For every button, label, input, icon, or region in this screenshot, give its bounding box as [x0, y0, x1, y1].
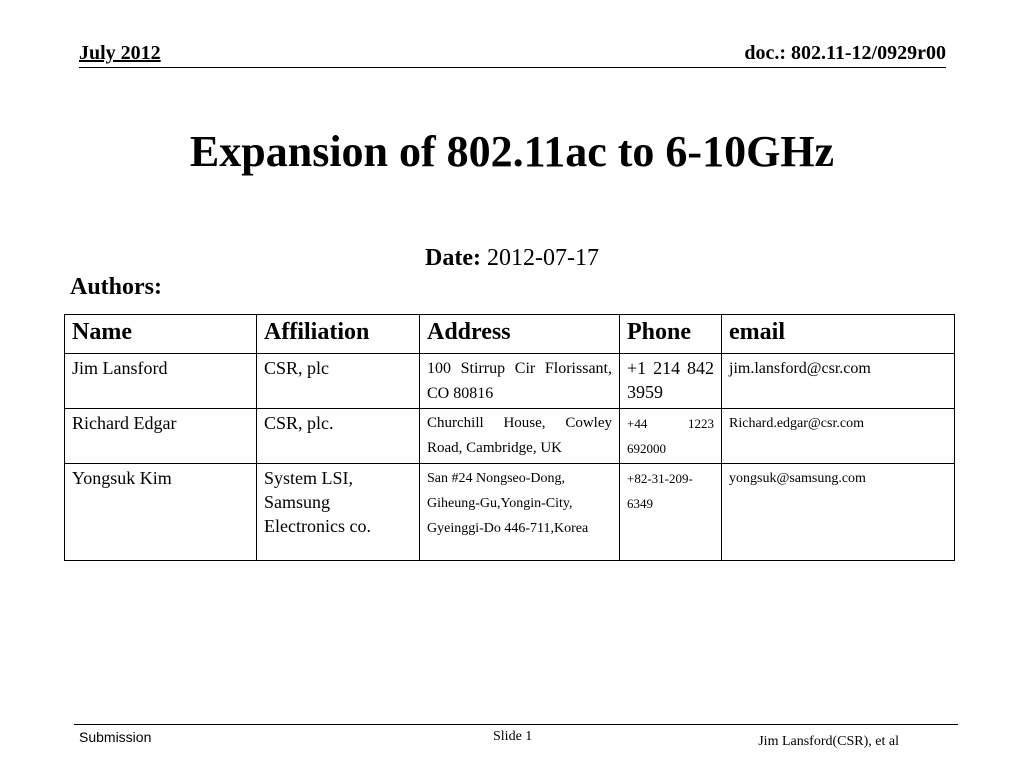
table-row [65, 409, 955, 464]
col-header-email: email [722, 315, 955, 354]
header-doc-id: doc.: 802.11-12/0929r00 [744, 42, 946, 64]
col-header-address: Address [420, 315, 620, 354]
date-line [0, 245, 1024, 272]
footer-author: Jim Lansford(CSR), et al [758, 734, 899, 749]
col-header-phone: Phone [620, 315, 722, 354]
footer-submission: Submission [79, 729, 152, 745]
slide-title: Expansion of 802.11ac to 6-10GHz [189, 127, 835, 176]
author-phone: +1 214 842 3959 [620, 354, 722, 409]
col-header-affiliation: Affiliation [257, 315, 420, 354]
table-row [65, 354, 955, 409]
col-header-name: Name [65, 315, 257, 354]
footer-divider [74, 724, 958, 725]
author-phone: +44 1223 692000 [620, 409, 722, 464]
footer-slide-number: Slide 1 [493, 729, 533, 744]
author-email: jim.lansford@csr.com [722, 354, 955, 409]
author-email: yongsuk@samsung.com [722, 464, 955, 561]
header-divider [79, 67, 946, 68]
author-address: San #24 Nongseo-Dong, Giheung-Gu,Yongin-City, Gyeinggi-Do 446-711,Korea [420, 464, 620, 561]
author-phone: +82-31-209-6349 [620, 464, 722, 561]
author-affiliation: CSR, plc. [257, 409, 420, 464]
authors-table [64, 314, 955, 561]
author-name: Richard Edgar [65, 409, 257, 464]
author-address: 100 Stirrup Cir Florissant, CO 80816 [420, 354, 620, 409]
authors-heading: Authors: [70, 274, 163, 300]
table-row [65, 464, 955, 561]
date-label: Date: [425, 245, 481, 271]
author-name: Jim Lansford [65, 354, 257, 409]
table-header-row [65, 315, 955, 354]
header-date: July 2012 [79, 42, 161, 64]
author-name: Yongsuk Kim [65, 464, 257, 561]
author-email: Richard.edgar@csr.com [722, 409, 955, 464]
author-affiliation: System LSI, Samsung Electronics co. [257, 464, 420, 561]
author-address: Churchill House, Cowley Road, Cambridge, UK [420, 409, 620, 464]
date-value: 2012-07-17 [486, 245, 599, 271]
author-affiliation: CSR, plc [257, 354, 420, 409]
